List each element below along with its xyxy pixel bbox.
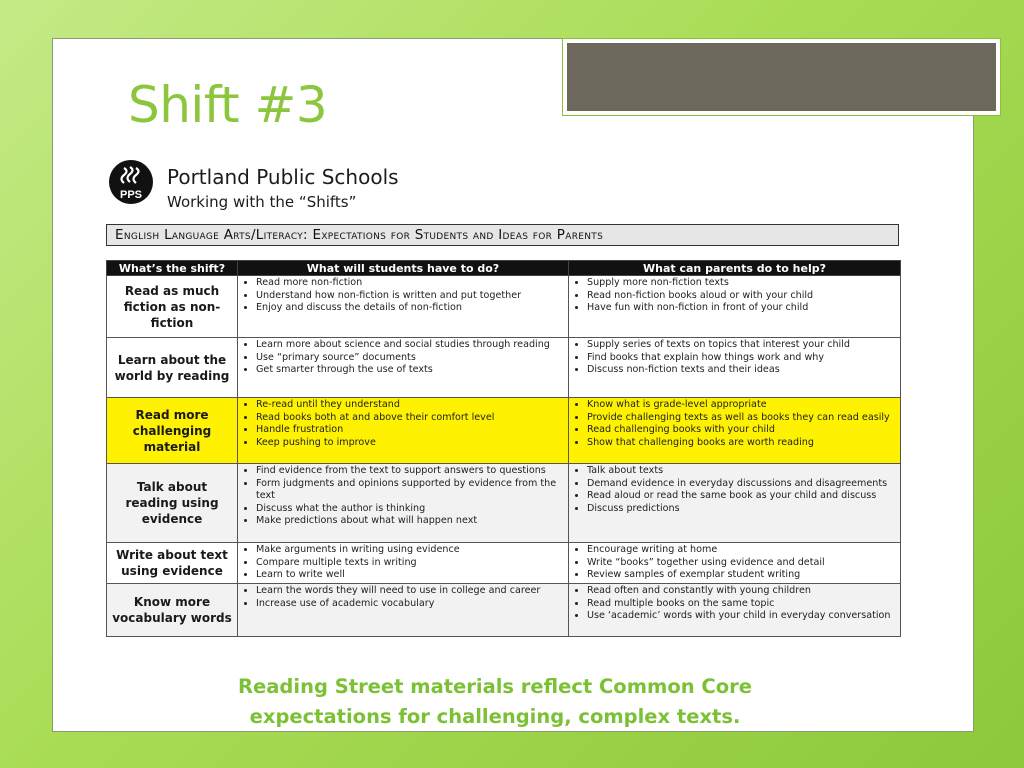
shift-cell: Talk about reading using evidence — [107, 464, 238, 543]
list-item: • Read more non-fiction — [256, 277, 565, 290]
list-item: • Talk about texts — [587, 465, 897, 478]
list-item: • Compare multiple texts in writing — [256, 557, 565, 570]
list-item: • Show that challenging books are worth reading — [587, 437, 897, 450]
table-row — [107, 338, 901, 398]
list-item: • Increase use of academic vocabulary — [256, 598, 565, 611]
column-header-parents: What can parents do to help? — [569, 261, 901, 276]
table-row — [107, 543, 901, 584]
table-row — [107, 584, 901, 637]
list-item: • Supply more non-fiction texts — [587, 277, 897, 290]
list-item: • Read often and constantly with young children — [587, 585, 897, 598]
column-header-students: What will students have to do? — [238, 261, 569, 276]
parents-cell — [569, 338, 901, 398]
caption-line: expectations for challenging, complex texts. — [249, 705, 741, 728]
list-item: • Encourage writing at home — [587, 544, 897, 557]
students-cell — [238, 398, 569, 464]
list-item: • Enjoy and discuss the details of non-fiction — [256, 302, 565, 315]
pps-logo-icon — [104, 159, 158, 205]
list-item: • Supply series of texts on topics that interest your child — [587, 339, 897, 352]
students-cell — [238, 276, 569, 338]
caption-line: Reading Street materials reflect Common Core — [238, 675, 752, 698]
list-item: • Learn the words they will need to use in college and career — [256, 585, 565, 598]
parents-cell — [569, 464, 901, 543]
parents-cell — [569, 543, 901, 584]
table-row — [107, 464, 901, 543]
shift-cell: Know more vocabulary words — [107, 584, 238, 637]
section-banner: English Language Arts/Literacy: Expectations for Students and Ideas for Parents — [106, 224, 899, 246]
list-item: • Form judgments and opinions supported by evidence from the text — [256, 478, 565, 503]
parents-cell — [569, 584, 901, 637]
list-item: • Make predictions about what will happen next — [256, 515, 565, 528]
list-item: • Read challenging books with your child — [587, 424, 897, 437]
shift-cell: Learn about the world by reading — [107, 338, 238, 398]
list-item: • Review samples of exemplar student writing — [587, 569, 897, 582]
list-item: • Read books both at and above their comfort level — [256, 412, 565, 425]
students-cell — [238, 543, 569, 584]
list-item: • Read multiple books on the same topic — [587, 598, 897, 611]
list-item: • Discuss non-fiction texts and their ideas — [587, 364, 897, 377]
list-item: • Learn to write well — [256, 569, 565, 582]
list-item: • Know what is grade-level appropriate — [587, 399, 897, 412]
list-item: • Understand how non-fiction is written and put together — [256, 290, 565, 303]
table-row — [107, 276, 901, 338]
shift-cell: Read more challenging material — [107, 398, 238, 464]
shift-cell: Write about text using evidence — [107, 543, 238, 584]
org-name: Portland Public Schools — [167, 165, 399, 189]
list-item: • Find evidence from the text to support answers to questions — [256, 465, 565, 478]
list-item: • Discuss what the author is thinking — [256, 503, 565, 516]
list-item: • Re-read until they understand — [256, 399, 565, 412]
students-cell — [238, 464, 569, 543]
students-cell — [238, 584, 569, 637]
parents-cell — [569, 398, 901, 464]
list-item: • Handle frustration — [256, 424, 565, 437]
shifts-table — [106, 260, 901, 637]
list-item: • Use ‘academic’ words with your child in everyday conversation — [587, 610, 897, 623]
list-item: • Keep pushing to improve — [256, 437, 565, 450]
list-item: • Write “books” together using evidence and detail — [587, 557, 897, 570]
list-item: • Read non-fiction books aloud or with your child — [587, 290, 897, 303]
org-subtitle: Working with the “Shifts” — [167, 193, 357, 211]
list-item: • Discuss predictions — [587, 503, 897, 516]
list-item: • Find books that explain how things work and why — [587, 352, 897, 365]
slide-caption — [140, 672, 850, 732]
list-item: • Demand evidence in everyday discussions and disagreements — [587, 478, 897, 491]
table-header-row — [107, 261, 901, 276]
list-item: • Have fun with non-fiction in front of your child — [587, 302, 897, 315]
decorative-accent-box — [563, 39, 1000, 115]
slide-title: Shift #3 — [128, 76, 328, 134]
list-item: • Provide challenging texts as well as books they can read easily — [587, 412, 897, 425]
list-item: • Make arguments in writing using evidence — [256, 544, 565, 557]
column-header-shift: What’s the shift? — [107, 261, 238, 276]
parents-cell — [569, 276, 901, 338]
list-item: • Learn more about science and social studies through reading — [256, 339, 565, 352]
table-row-highlighted — [107, 398, 901, 464]
list-item: • Read aloud or read the same book as your child and discuss — [587, 490, 897, 503]
list-item: • Get smarter through the use of texts — [256, 364, 565, 377]
shift-cell: Read as much fiction as non-fiction — [107, 276, 238, 338]
students-cell — [238, 338, 569, 398]
pps-logo-text: PPS — [119, 189, 143, 201]
list-item: • Use “primary source” documents — [256, 352, 565, 365]
